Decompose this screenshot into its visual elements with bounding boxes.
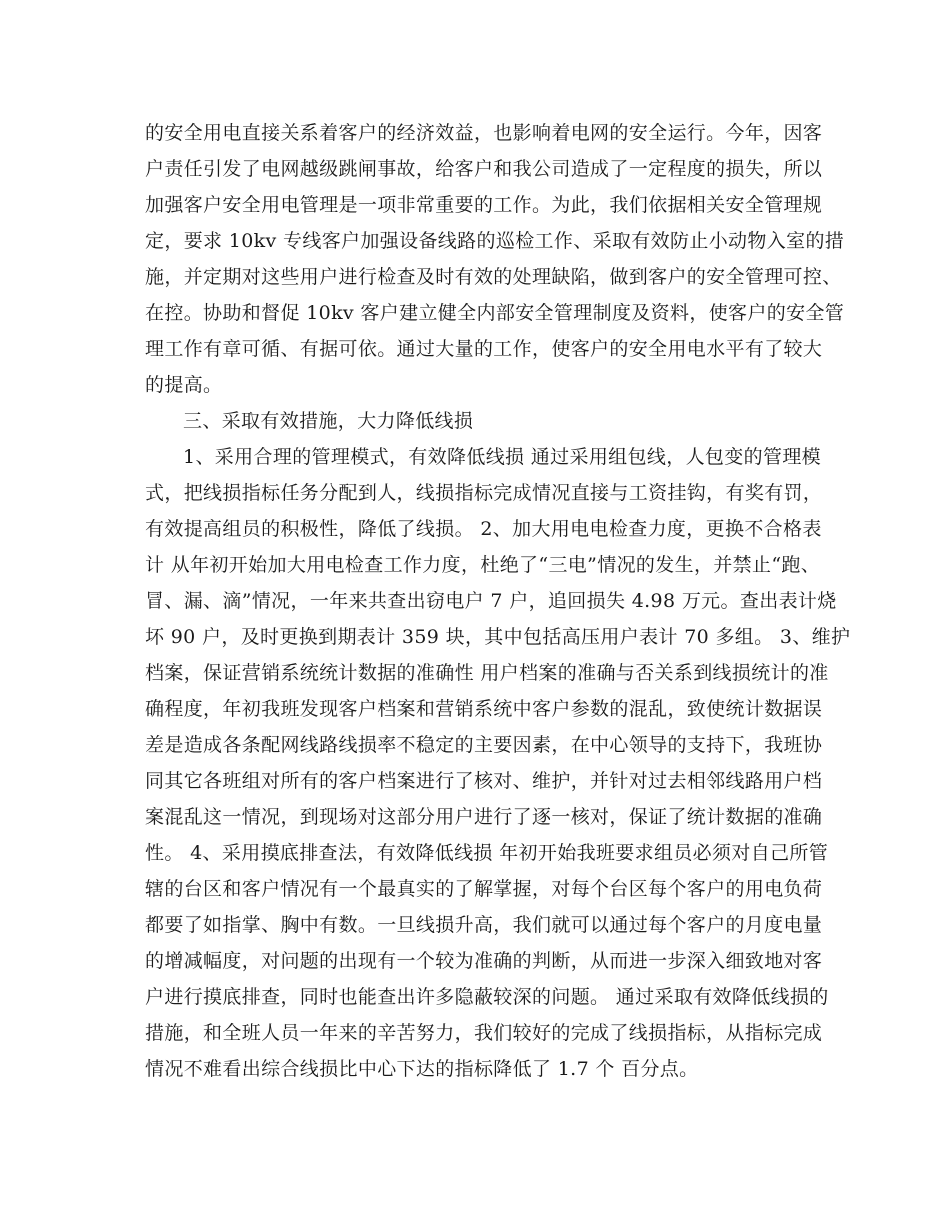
paragraph-line: 户责任引发了电网越级跳闸事故，给客户和我公司造成了一定程度的损失，所以 <box>145 158 823 180</box>
paragraph-line: 情况不难看出综合线损比中心下达的指标降低了 1.7 个 百分点。 <box>145 1058 699 1080</box>
paragraph-line: 式，把线损指标任务分配到人，线损指标完成情况直接与工资挂钩，有奖有罚， <box>145 482 823 504</box>
paragraph-line: 坏 90 户，及时更换到期表计 359 块，其中包括高压用户表计 70 多组。 3、维护 <box>145 626 851 648</box>
paragraph-line: 1、采用合理的管理模式，有效降低线损 通过采用组包线，人包变的管理模 <box>183 446 822 468</box>
paragraph-line: 计 从年初开始加大用电检查工作力度，杜绝了“三电”情况的发生，并禁止“跑、 <box>145 554 821 576</box>
paragraph-line: 的增减幅度，对问题的出现有一个较为准确的判断，从而进一步深入细致地对客 <box>145 950 823 972</box>
paragraph-line: 确程度，年初我班发现客户档案和营销系统中客户参数的混乱，致使统计数据误 <box>145 698 823 720</box>
paragraph-line: 案混乱这一情况，到现场对这部分用户进行了逐一核对，保证了统计数据的准确 <box>145 806 823 828</box>
paragraph-line: 户进行摸底排查，同时也能查出许多隐蔽较深的问题。 通过采取有效降低线损的 <box>145 986 829 1008</box>
section-heading: 三、采取有效措施，大力降低线损 <box>183 410 474 432</box>
paragraph-line: 定，要求 10kv 专线客户加强设备线路的巡检工作、采取有效防止小动物入室的措 <box>145 230 845 252</box>
paragraph-line: 加强客户安全用电管理是一项非常重要的工作。为此，我们依据相关安全管理规 <box>145 194 823 216</box>
paragraph-line: 理工作有章可循、有据可依。通过大量的工作，使客户的安全用电水平有了较大 <box>145 338 823 360</box>
paragraph-line: 措施，和全班人员一年来的辛苦努力，我们较好的完成了线损指标，从指标完成 <box>145 1022 823 1044</box>
paragraph-line: 差是造成各条配网线路线损率不稳定的主要因素，在中心领导的支持下，我班协 <box>145 734 823 756</box>
paragraph-line: 的安全用电直接关系着客户的经济效益，也影响着电网的安全运行。今年，因客 <box>145 122 823 144</box>
paragraph-line: 同其它各班组对所有的客户档案进行了核对、维护，并针对过去相邻线路用户档 <box>145 770 823 792</box>
paragraph-line: 施，并定期对这些用户进行检查及时有效的处理缺陷，做到客户的安全管理可控、 <box>145 266 842 288</box>
paragraph-line: 性。 4、采用摸底排查法，有效降低线损 年初开始我班要求组员必须对自己所管 <box>145 842 829 864</box>
paragraph-line: 在控。协助和督促 10kv 客户建立健全内部安全管理制度及资料，使客户的安全管 <box>145 302 845 324</box>
paragraph-line: 档案，保证营销系统统计数据的准确性 用户档案的准确与否关系到线损统计的准 <box>145 662 829 684</box>
paragraph-line: 辖的台区和客户情况有一个最真实的了解掌握，对每个台区每个客户的用电负荷 <box>145 878 823 900</box>
paragraph-line: 的提高。 <box>145 374 223 396</box>
paragraph-line: 都要了如指掌、胸中有数。一旦线损升高，我们就可以通过每个客户的月度电量 <box>145 914 823 936</box>
paragraph-line: 有效提高组员的积极性，降低了线损。 2、加大用电电检查力度，更换不合格表 <box>145 518 822 540</box>
paragraph-line: 冒、漏、滴”情况，一年来共查出窃电户 7 户，追回损失 4.98 万元。查出表计烧 <box>145 590 837 612</box>
